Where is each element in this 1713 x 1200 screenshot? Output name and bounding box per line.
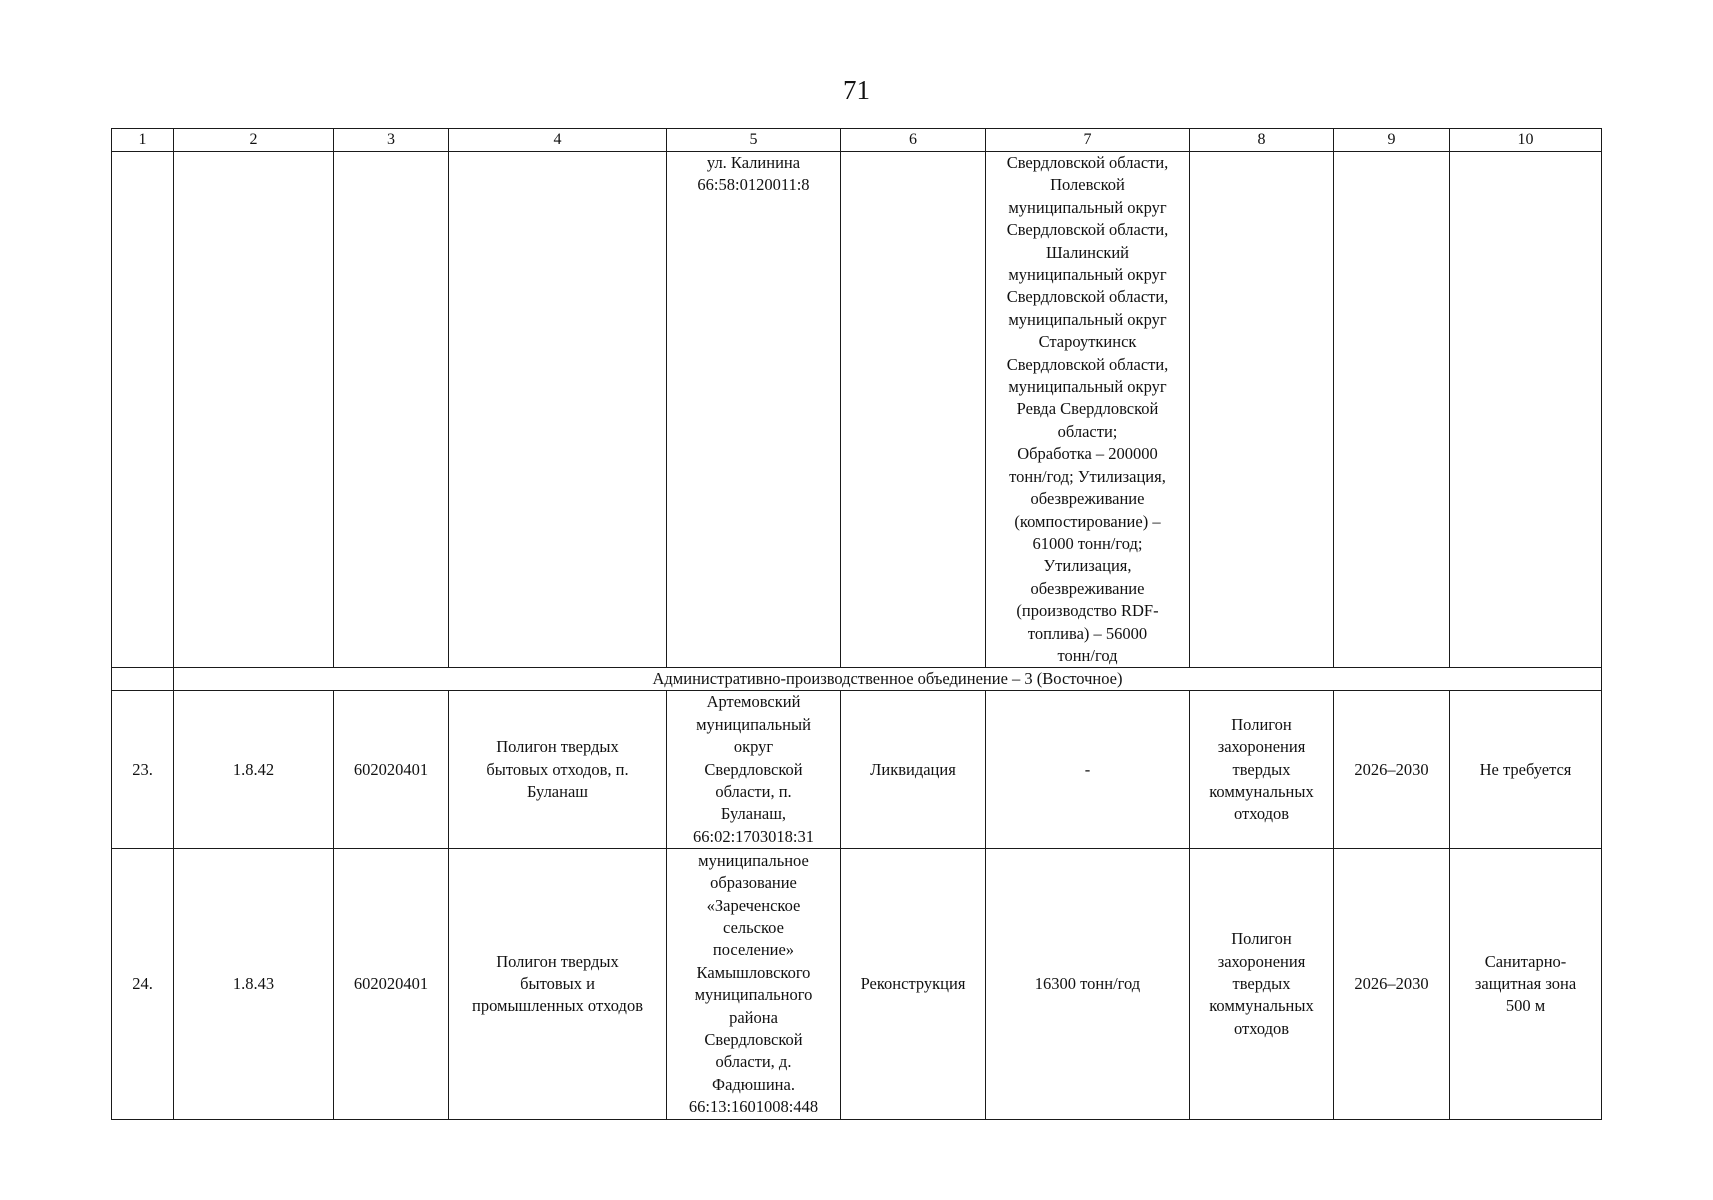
object-purpose	[1190, 691, 1334, 849]
object-location-text: Артемовский муниципальный округ Свердловской области, п. Буланаш, 66:02:1703018:31	[692, 692, 814, 846]
table-cell	[112, 152, 174, 668]
column-number: 7	[986, 129, 1190, 152]
page-number: 71	[843, 75, 870, 105]
object-name	[449, 691, 667, 849]
object-period: 2026–2030	[1334, 691, 1450, 849]
oktmo-code: 602020401	[334, 691, 449, 849]
facilities-table	[111, 128, 1602, 1120]
object-zone-text: Санитарно- защитная зона 500 м	[1474, 951, 1577, 1016]
object-action: Ликвидация	[841, 691, 986, 849]
column-number: 4	[449, 129, 667, 152]
row-number: 23.	[112, 691, 174, 849]
row-number: 24.	[112, 849, 174, 1120]
table-cell	[334, 152, 449, 668]
object-action: Реконструкция	[841, 849, 986, 1120]
object-name-text: Полигон твердых бытовых отходов, п. Буланаш	[486, 737, 629, 801]
object-name	[449, 849, 667, 1120]
column-number: 8	[1190, 129, 1334, 152]
section-row	[112, 668, 1602, 691]
table-cell	[1450, 152, 1602, 668]
object-purpose-text: Полигон захоронения твердых коммунальных отходов	[1209, 714, 1314, 824]
table-cell	[449, 152, 667, 668]
column-number: 9	[1334, 129, 1450, 152]
object-period: 2026–2030	[1334, 849, 1450, 1120]
capacity-text: Свердловской области, Полевской муниципальный округ Свердловской области, Шалинский муниципальный округ Свердловской области, муниципальный округ Староуткинск Свердловской области, муниципальный округ Ревда Свердловской области; Обработка – 200000 тонн/год; Утилизация, обезвреживание (компостирование) – 61000 тонн/год; Утилизация, обезвреживание (производство RDF- топлива) – 56000 тонн/год	[1006, 153, 1169, 665]
object-purpose-text: Полигон захоронения твердых коммунальных отходов	[1209, 929, 1314, 1038]
table-row	[112, 691, 1602, 849]
object-code: 1.8.42	[174, 691, 334, 849]
object-capacity: 16300 тонн/год	[986, 849, 1190, 1120]
continuation-row	[112, 152, 1602, 668]
column-number: 1	[112, 129, 174, 152]
column-number: 2	[174, 129, 334, 152]
object-zone	[1450, 849, 1602, 1120]
location-text: ул. Калинина 66:58:0120011:8	[697, 153, 810, 195]
object-location	[667, 691, 841, 849]
column-number: 6	[841, 129, 986, 152]
location-cell	[667, 152, 841, 668]
table-cell	[1334, 152, 1450, 668]
section-title: Административно-производственное объединение – 3 (Восточное)	[174, 668, 1602, 691]
table-cell	[1190, 152, 1334, 668]
object-location	[667, 849, 841, 1120]
object-name-text: Полигон твердых бытовых и промышленных отходов	[471, 951, 643, 1016]
object-zone: Не требуется	[1450, 691, 1602, 849]
table-cell	[841, 152, 986, 668]
table-cell	[174, 152, 334, 668]
capacity-cell	[986, 152, 1190, 668]
object-location-text: муниципальное образование «Зареченское сельское поселение» Камышловского муниципального района Свердловской области, д. Фадюшина. 66:13:1601008:448	[688, 850, 819, 1117]
object-purpose	[1190, 849, 1334, 1120]
column-number-row	[112, 129, 1602, 152]
table-row	[112, 849, 1602, 1120]
object-capacity: -	[986, 691, 1190, 849]
object-code: 1.8.43	[174, 849, 334, 1120]
column-number: 3	[334, 129, 449, 152]
oktmo-code: 602020401	[334, 849, 449, 1120]
column-number: 10	[1450, 129, 1602, 152]
table-cell	[112, 668, 174, 691]
column-number: 5	[667, 129, 841, 152]
